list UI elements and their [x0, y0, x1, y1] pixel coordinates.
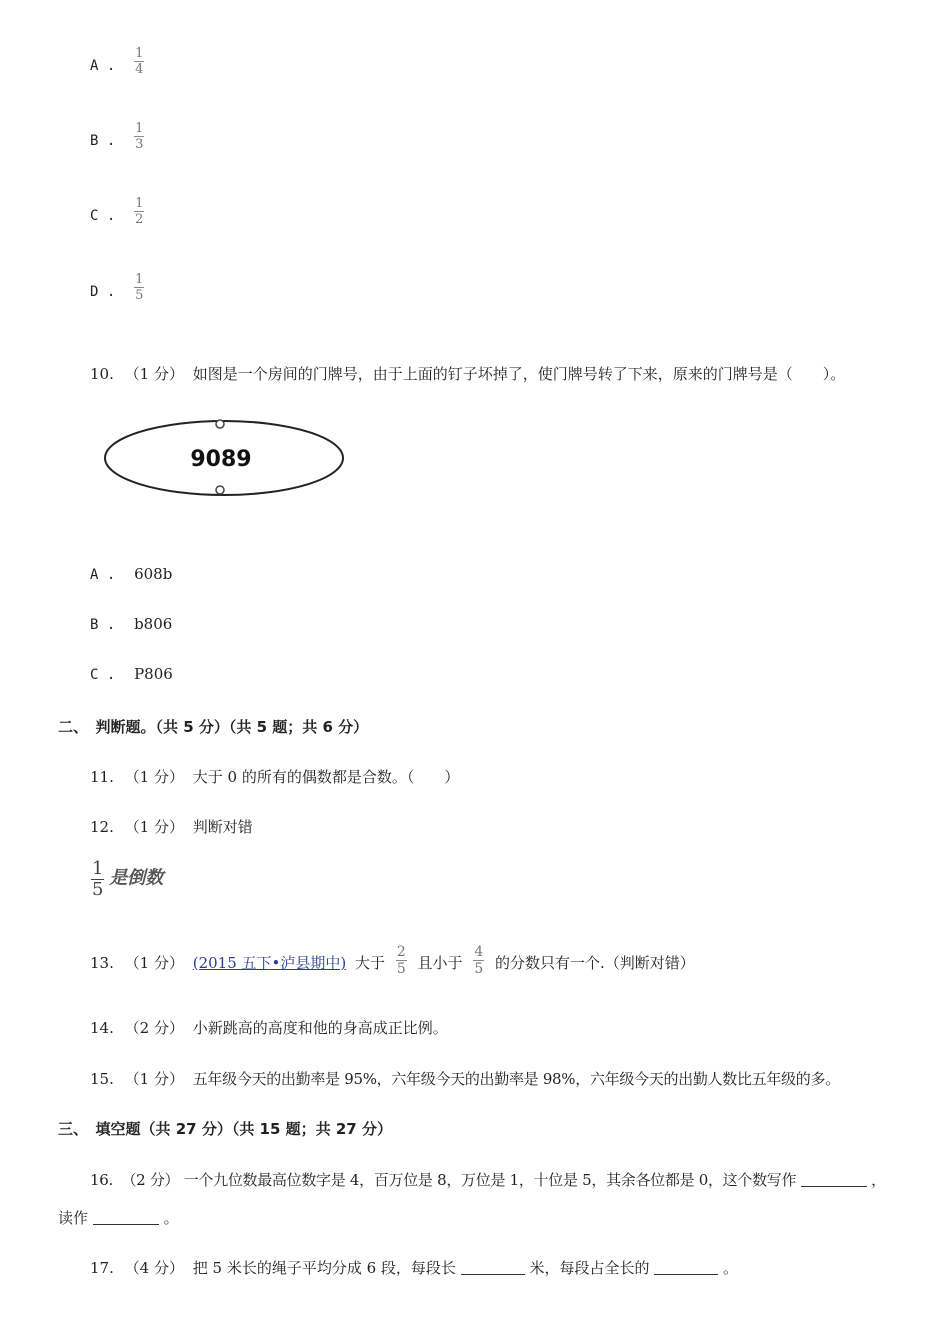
question-12: [90, 816, 253, 837]
fraction-denominator: 2: [135, 211, 144, 227]
statement-text: 是倒数: [109, 867, 164, 889]
section-2-heading: 二、 判断题。（共 5 分）（共 5 题；共 6 分）: [58, 718, 369, 736]
fraction: [396, 945, 407, 976]
question-score: （1 分）: [124, 954, 184, 972]
question-text: 一个九位数最高位数字是 4，百万位是 8，万位是 1，十位是 5，其余各位都是 0，这个数写作: [183, 1171, 797, 1189]
q10-option-a: [90, 565, 172, 583]
fraction-denominator: 5: [474, 960, 484, 977]
question-16: [90, 1169, 886, 1190]
section-3-heading: 三、 填空题（共 27 分）（共 15 题；共 27 分）: [58, 1120, 392, 1138]
source-link[interactable]: (2015 五下•泸县期中): [192, 954, 347, 972]
question-text: 五年级今天的出勤率是 95%，六年级今天的出勤率是 98%，六年级今天的出勤人数比五年级的多。: [192, 1070, 840, 1088]
fraction: [134, 197, 144, 226]
question-number: 10.: [90, 365, 114, 383]
question-text-part: 把 5 米长的绳子平均分成 6 段，每段长: [192, 1259, 456, 1277]
question-score: （4 分）: [124, 1259, 184, 1277]
question-11: [90, 766, 459, 787]
question-text: 大于 0 的所有的偶数都是合数。（ ）: [192, 768, 460, 786]
question-text-part: 大于: [355, 954, 386, 972]
question-14: [90, 1017, 448, 1038]
q9-option-b: [90, 120, 144, 152]
option-letter: B .: [90, 133, 116, 149]
question-text-part: 读作: [58, 1209, 89, 1227]
question-text-part: 的分数只有一个.（判断对错）: [495, 954, 695, 972]
fraction-numerator: 1: [135, 195, 144, 211]
question-17: [90, 1257, 738, 1278]
q10-option-b: [90, 615, 172, 633]
option-letter: A .: [90, 567, 116, 583]
question-number: 12.: [90, 818, 114, 836]
question-text-part: 。: [163, 1209, 179, 1227]
fraction-numerator: 1: [135, 271, 144, 287]
nail-hole-bottom: [216, 486, 224, 494]
question-number: 14.: [90, 1019, 114, 1037]
fraction: [473, 945, 484, 976]
question-13: [90, 943, 695, 977]
question-text: 如图是一个房间的门牌号，由于上面的钉子坏掉了，使门牌号转了下来，原来的门牌号是（ ）。: [192, 365, 846, 383]
question-score: （1 分）: [124, 818, 184, 836]
q9-option-d: [90, 271, 144, 303]
option-letter: B .: [90, 617, 116, 633]
fraction-denominator: 5: [135, 287, 144, 303]
option-letter: D .: [90, 284, 116, 300]
answer-blank[interactable]: [461, 1260, 525, 1275]
option-letter: C .: [90, 208, 116, 224]
fraction: [91, 860, 104, 899]
question-text-part: 且小于: [417, 954, 463, 972]
option-letter: A .: [90, 58, 116, 74]
question-text-part: 。: [723, 1259, 739, 1277]
question-score: （2 分）: [124, 1019, 184, 1037]
fraction-numerator: 1: [92, 858, 104, 879]
answer-blank[interactable]: [801, 1172, 867, 1187]
question-10: [90, 363, 845, 384]
plaque-number: 9089: [190, 447, 252, 472]
q9-option-a: [90, 45, 144, 77]
fraction: [134, 47, 144, 76]
fraction-numerator: 4: [474, 943, 484, 960]
door-plaque-figure: [100, 415, 350, 500]
question-text: 判断对错: [192, 818, 253, 836]
fraction: [134, 122, 144, 151]
q12-statement-image: [91, 860, 163, 899]
q10-option-c: [90, 665, 173, 683]
fraction-denominator: 5: [396, 960, 406, 977]
question-15: [90, 1068, 840, 1089]
fraction-numerator: 1: [135, 45, 144, 61]
nail-hole-top: [216, 420, 224, 428]
question-score: （1 分）: [124, 365, 184, 383]
question-16-line-2: [58, 1207, 179, 1228]
question-number: 15.: [90, 1070, 114, 1088]
question-score: （2 分）: [121, 1171, 180, 1189]
question-text-part: ，: [871, 1171, 886, 1189]
option-text: P806: [134, 665, 173, 683]
question-number: 17.: [90, 1259, 114, 1277]
q9-option-c: [90, 195, 144, 227]
fraction-denominator: 3: [135, 136, 144, 152]
fraction: [134, 273, 144, 302]
fraction-denominator: 4: [135, 61, 144, 77]
fraction-denominator: 5: [92, 879, 104, 900]
question-number: 16.: [90, 1171, 113, 1189]
option-text: 608b: [134, 565, 173, 583]
option-text: b806: [134, 615, 173, 633]
question-score: （1 分）: [124, 768, 184, 786]
question-text-part: 米，每段占全长的: [529, 1259, 650, 1277]
question-number: 13.: [90, 954, 114, 972]
fraction-numerator: 2: [396, 943, 406, 960]
answer-blank[interactable]: [654, 1260, 718, 1275]
option-letter: C .: [90, 667, 116, 683]
question-score: （1 分）: [124, 1070, 184, 1088]
answer-blank[interactable]: [93, 1210, 159, 1225]
fraction-numerator: 1: [135, 120, 144, 136]
question-number: 11.: [90, 768, 114, 786]
question-text: 小新跳高的高度和他的身高成正比例。: [192, 1019, 448, 1037]
